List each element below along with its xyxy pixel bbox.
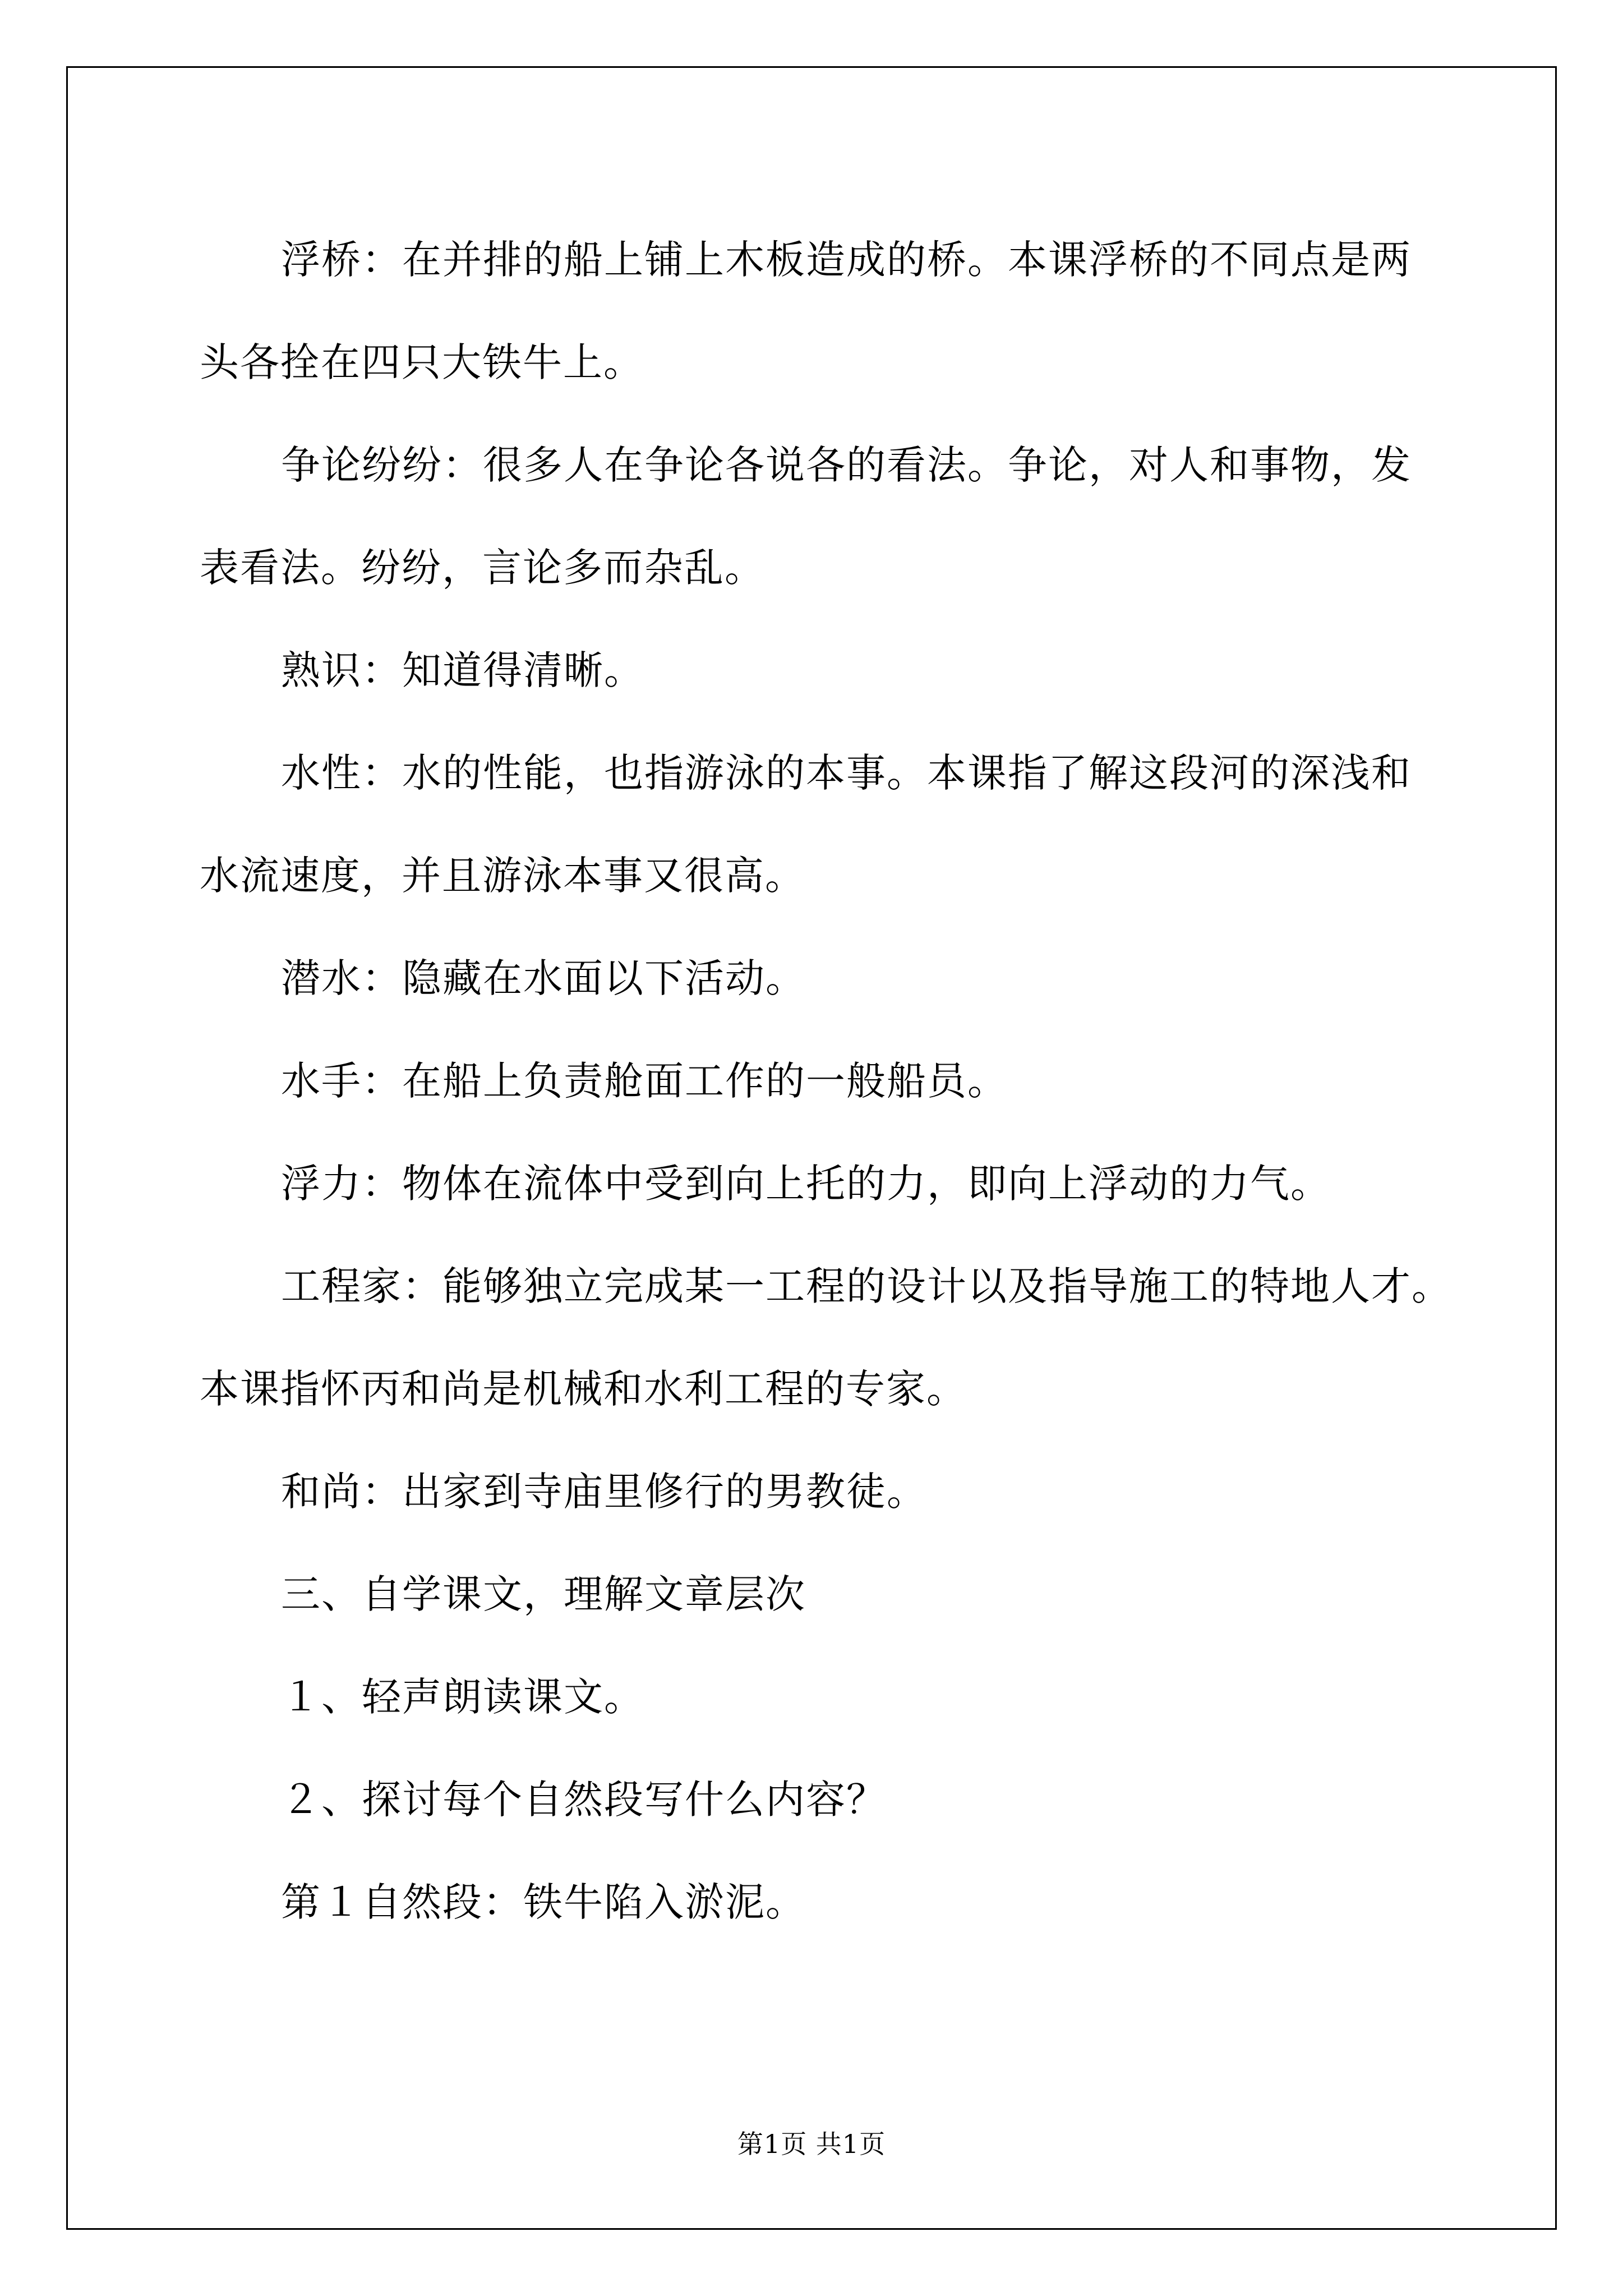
text-line: ２、探讨每个自然段写什么内容？ (281, 1777, 887, 1823)
list-item (200, 1749, 1484, 1851)
text-line: 水流速度，并且游泳本事又很高。 (200, 853, 805, 899)
paragraph-floating-bridge (200, 209, 1484, 414)
paragraph-section-one (200, 1851, 1484, 1954)
text-line: 本课指怀丙和尚是机械和水利工程的专家。 (200, 1366, 967, 1412)
document-body (200, 209, 1484, 1954)
paragraph-sailor (200, 1030, 1484, 1133)
text-line: 表看法。纷纷，言论多而杂乱。 (200, 545, 765, 591)
paragraph-familiar (200, 619, 1484, 722)
text-line: 水手：在船上负责舱面工作的一般船员。 (281, 1058, 1008, 1104)
text-line: 争论纷纷：很多人在争论各说各的看法。争论，对人和事物，发 (281, 442, 1412, 488)
text-line: 水性：水的性能，也指游泳的本事。本课指了解这段河的深浅和 (281, 750, 1412, 796)
paragraph-water-skill (200, 722, 1484, 927)
text-line: 工程家：能够独立完成某一工程的设计以及指导施工的特地人才。 (281, 1263, 1452, 1309)
paragraph-dispute (200, 414, 1484, 619)
paragraph-buoyancy (200, 1133, 1484, 1235)
section-heading (200, 1543, 1484, 1646)
text-line: 头各拴在四只大铁牛上。 (200, 339, 644, 385)
text-line: 浮力：物体在流体中受到向上托的力，即向上浮动的力气。 (281, 1161, 1331, 1207)
text-line: 潜水：隐藏在水面以下活动。 (281, 955, 806, 1001)
paragraph-monk (200, 1441, 1484, 1543)
text-line: 三、自学课文，理解文章层次 (281, 1571, 806, 1617)
text-line: 熟识：知道得清晰。 (281, 647, 644, 693)
page-footer: 第1页 共1页 (737, 2129, 886, 2159)
text-line: 浮桥：在并排的船上铺上木板造成的桥。本课浮桥的不同点是两 (281, 237, 1412, 283)
text-line: 和尚：出家到寺庙里修行的男教徒。 (281, 1469, 927, 1515)
paragraph-diving (200, 927, 1484, 1030)
text-line: 第１自然段：铁牛陷入淤泥。 (281, 1879, 806, 1925)
list-item (200, 1646, 1484, 1749)
text-line: １、轻声朗读课文。 (281, 1674, 644, 1720)
paragraph-engineer (200, 1235, 1484, 1441)
